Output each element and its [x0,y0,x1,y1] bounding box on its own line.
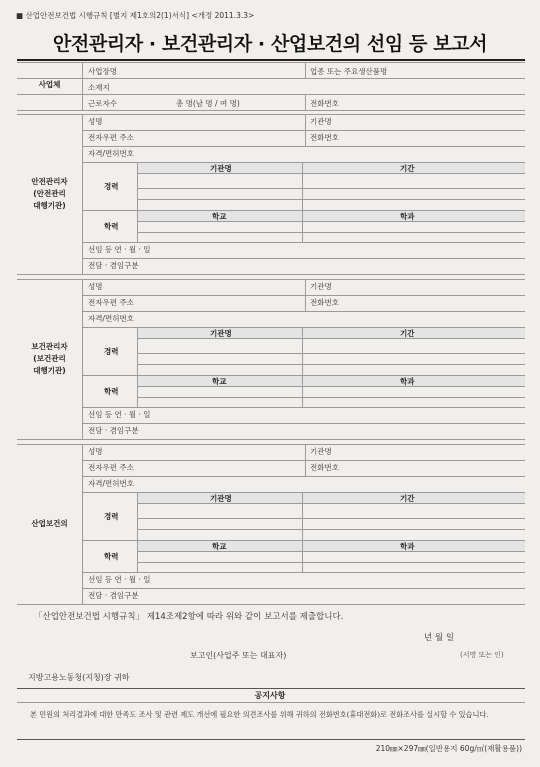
duty-type-label: 전담 · 겸임구분 [88,426,139,435]
rule [137,503,525,504]
rule [305,444,306,476]
career-col-period: 기간 [400,329,415,338]
section-title [17,341,82,377]
duty-type-label: 전담 · 겸임구분 [88,261,139,270]
appointed-date-label: 선임 등 연 · 월 · 일 [88,245,151,254]
rule [82,311,525,312]
rule [82,460,525,461]
rule [137,397,525,398]
career-col-agency: 기관명 [210,494,232,503]
rule [82,242,525,243]
section-title-line: 대행기관) [33,201,66,210]
industry-label: 업종 또는 주요생산품명 [310,67,388,76]
rule [82,162,525,163]
section-title-line: 산업보건의 [31,519,68,528]
career-col-period: 기간 [400,164,415,173]
rule [82,407,525,408]
reporter-label: 보고인(사업주 또는 대표자) [190,651,287,660]
rule [17,114,525,115]
edu-col-major: 학과 [400,542,415,551]
rule [82,130,525,131]
rule [137,518,525,519]
agency-label: 기관명 [310,282,332,291]
section-title-line: 보건관리자 [31,342,68,351]
name-label: 성명 [88,282,103,291]
page-title: 안전관리자 · 보건관리자 · 산업보건의 선임 등 보고서 [52,33,488,55]
rule [82,327,525,328]
edu-col-school: 학교 [212,212,227,221]
table-header [137,375,525,386]
rule [137,364,525,365]
recipient: 지방고용노동청(지청)장 귀하 [28,673,130,682]
notice-title: 공지사항 [254,691,286,700]
career-col-agency: 기관명 [210,329,232,338]
submission-statement: 「산업안전보건법 시행규칙」 제14조제2항에 따라 위와 같이 보고서를 제출합니다. [34,612,344,622]
notice-body: 본 민원의 처리결과에 대한 만족도 조사 및 관련 제도 개선에 필요한 의견조사를 위해 귀하의 전화번호(휴대전화)로 전화조사를 실시할 수 있습니다. [30,710,489,719]
workers-label: 근로자수 [88,99,117,108]
rule [82,62,83,110]
agency-label: 기관명 [310,117,332,126]
rule [82,476,525,477]
rule [82,146,525,147]
rule [137,188,525,189]
section-title-line: (보건관리 [33,354,66,363]
paper-spec: 210㎜×297㎜(일반용지 60g/㎡(재활용품)) [375,744,522,753]
rule [137,353,525,354]
rule [17,444,525,445]
edu-col-school: 학교 [212,377,227,386]
rule [137,562,525,563]
name-label: 성명 [88,117,103,126]
email-label: 전자우편 주소 [88,298,134,307]
table-header [137,210,525,221]
rule [17,94,525,95]
email-label: 전자우편 주소 [88,463,134,472]
section-title [17,518,82,530]
address-label: 소재지 [88,83,110,92]
rule [302,492,303,572]
rule [17,604,525,605]
table-header [137,492,525,503]
rule [137,162,138,242]
phone-label: 전화번호 [310,298,339,307]
rule [137,551,525,552]
table-header [137,540,525,551]
submission-date: 년 월 일 [424,633,455,643]
rule [137,386,525,387]
section-title: 사업체 [38,80,61,89]
rule [137,199,525,200]
appointed-date-label: 선임 등 연 · 월 · 일 [88,575,151,584]
rule [82,588,525,589]
divider [17,59,525,61]
rule [137,327,138,407]
rule [82,210,525,211]
career-label: 경력 [104,347,119,356]
rule [82,114,83,274]
career-label: 경력 [104,512,119,521]
rule [137,338,525,339]
rule [302,162,303,242]
rule [137,232,525,233]
duty-type-label: 전담 · 겸임구분 [88,591,139,600]
section-title-line: 대행기관) [33,366,66,375]
rule [17,279,525,280]
business-name-label: 사업장명 [88,67,117,76]
rule [305,94,306,110]
table-header [137,162,525,173]
rule [82,444,83,604]
email-label: 전자우편 주소 [88,133,134,142]
rule [137,221,525,222]
rule [302,327,303,407]
rule [82,572,525,573]
rule [82,492,525,493]
rule [82,540,525,541]
education-label: 학력 [104,552,119,561]
rule [17,110,525,111]
rule [137,492,138,572]
rule [82,279,83,439]
edu-col-school: 학교 [212,542,227,551]
rule [305,279,306,311]
career-col-period: 기간 [400,494,415,503]
section-title [17,176,82,212]
license-label: 자격/면허번호 [88,314,134,323]
rule [82,258,525,259]
rule [305,114,306,146]
rule [137,529,525,530]
rule [137,173,525,174]
signature-label: (서명 또는 인) [460,651,504,659]
rule [17,274,525,275]
license-label: 자격/면허번호 [88,149,134,158]
divider [17,702,525,703]
edu-col-major: 학과 [400,377,415,386]
career-col-agency: 기관명 [210,164,232,173]
edu-col-major: 학과 [400,212,415,221]
education-label: 학력 [104,387,119,396]
agency-label: 기관명 [310,447,332,456]
name-label: 성명 [88,447,103,456]
form-reference: ■ 산업안전보건법 시행규칙 [별지 제1호의2(1)서식] <개정 2011.3.3> [16,11,255,20]
phone-label: 전화번호 [310,463,339,472]
workers-count: 총 명(남 명 / 여 명) [176,99,240,108]
rule [17,78,525,79]
career-label: 경력 [104,182,119,191]
education-label: 학력 [104,222,119,231]
rule [17,62,525,63]
rule [82,295,525,296]
section-title-line: 안전관리자 [31,177,68,186]
rule [305,62,306,78]
rule [82,423,525,424]
rule [17,439,525,440]
appointed-date-label: 선임 등 연 · 월 · 일 [88,410,151,419]
license-label: 자격/면허번호 [88,479,134,488]
phone-label: 전화번호 [310,133,339,142]
table-header [137,327,525,338]
rule [82,375,525,376]
section-title-line: (안전관리 [33,189,66,198]
workplace-phone-label: 전화번호 [310,99,339,108]
